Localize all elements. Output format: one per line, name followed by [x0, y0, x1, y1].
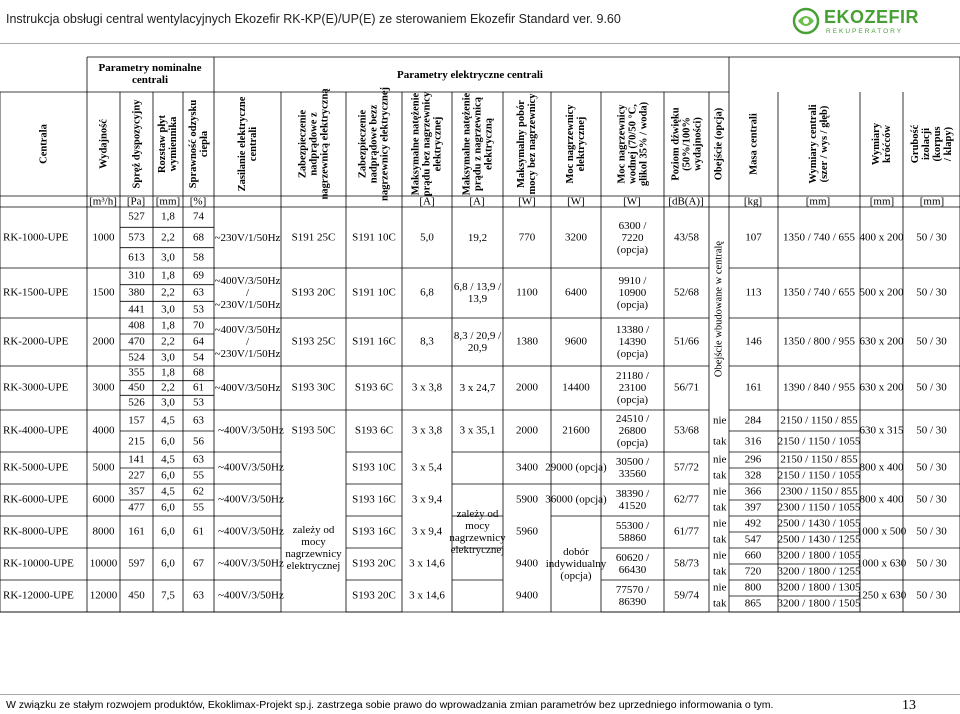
- row-8-protection-without-heater: S193 20C: [352, 557, 396, 570]
- row-1-current-without-heater: 6,8: [420, 286, 434, 299]
- row-5-pressure-1: 227: [128, 469, 145, 482]
- row-9-water-heater-power: 77570 / 86390: [615, 584, 650, 608]
- merged-individual-selection: dobór indywidualny (opcja): [545, 546, 607, 582]
- row-9-bypass-0: nie: [713, 581, 727, 594]
- row-8-duct-size: 1000 x 630: [856, 557, 907, 570]
- unit-wymiary: [mm]: [805, 195, 831, 207]
- row-5-efficiency-0: 63: [193, 453, 204, 466]
- page-number: 13: [902, 698, 916, 713]
- document-title: Instrukcja obsługi central wentylacyjnych Ekozefir RK-KP(E)/UP(E) ze sterowaniem Ekozefir Standard ver. 9.60: [6, 12, 621, 26]
- row-6-pressure-0: 357: [128, 485, 145, 498]
- row-7-power-draw: 5960: [516, 525, 538, 538]
- row-1-sound-level: 52/68: [673, 286, 700, 299]
- row-0-dimensions: 1350 / 740 / 655: [782, 231, 856, 243]
- row-0-efficiency-1: 68: [193, 231, 204, 243]
- row-8-sound-level: 58/73: [673, 557, 700, 570]
- row-3-protection-without-heater: S193 6C: [354, 381, 394, 394]
- row-9-current-without-heater: 3 x 14,6: [409, 589, 445, 602]
- row-5-efficiency-1: 55: [193, 469, 204, 482]
- row-6-electric-heater-power: 36000 (opcja): [545, 493, 607, 506]
- row-0-current-without-heater: 5,0: [420, 231, 434, 243]
- row-2-pressure-2: 524: [128, 351, 145, 364]
- col-header-moc_el: Moc nagrzewnicy elektrycznej: [565, 104, 587, 184]
- row-5-spacing-1: 6,0: [161, 469, 175, 482]
- unit-wydajnosc: [m³/h]: [89, 195, 117, 207]
- group-header-nominal: Parametry nominalne centrali: [98, 62, 202, 86]
- col-header-moc_wod: Moc nagrzewnicy wodnej (70/50 °C, glikol 35% / woda): [616, 101, 649, 187]
- group-header-electric: Parametry elektryczne centrali: [397, 69, 543, 81]
- row-9-bypass-1: tak: [713, 597, 727, 610]
- row-3-sound-level: 56/71: [673, 381, 700, 394]
- unit-masa: [kg]: [743, 195, 763, 207]
- logo-subtitle: REKUPERATORY: [826, 28, 904, 35]
- row-4-efficiency-1: 56: [193, 435, 204, 447]
- row-7-protection-without-heater: S193 16C: [352, 525, 396, 538]
- unit-rozstaw: [mm]: [155, 195, 181, 207]
- row-3-current-without-heater: 3 x 3,8: [411, 381, 443, 394]
- row-5-duct-size: 800 x 400: [859, 461, 904, 474]
- row-3-spacing-0: 1,8: [161, 366, 175, 379]
- col-header-rozstaw: Rozstaw płyt wymiennika: [157, 114, 179, 174]
- unit-moc_wod: [W]: [623, 195, 641, 207]
- row-3-efficiency-1: 61: [193, 381, 204, 394]
- row-7-bypass-0: nie: [713, 517, 727, 530]
- unit-nat_z: [A]: [469, 195, 485, 207]
- footer-divider: [0, 694, 960, 695]
- row-0-name: RK-1000-UPE: [3, 231, 69, 243]
- row-0-water-heater-power: 6300 / 7220 (opcja): [616, 219, 649, 256]
- footer-note: W związku ze stałym rozwojem produktów, Ekoklimax-Projekt sp.j. zastrzega sobie prawo do wprowadzania zmian parametrów bez uprzedniego informowania o tym.: [6, 699, 774, 711]
- row-9-sound-level: 59/74: [673, 589, 700, 602]
- row-8-efficiency-0: 67: [193, 557, 204, 570]
- row-4-duct-size: 630 x 315: [859, 424, 904, 437]
- row-5-bypass-1: tak: [713, 469, 727, 482]
- row-4-protection-with-heater: S193 50C: [291, 424, 336, 437]
- col-header-zasilanie: Zasilanie elektryczne centrali: [236, 96, 259, 192]
- row-1-current-with-heater: 6,8 / 13,9 / 13,9: [453, 281, 502, 305]
- row-4-insulation: 50 / 30: [916, 424, 947, 437]
- row-1-dimensions: 1350 / 740 / 655: [782, 286, 856, 299]
- row-8-mass-0: 660: [744, 549, 762, 562]
- row-7-mass-1: 547: [744, 533, 762, 546]
- row-5-mass-0: 296: [744, 453, 762, 466]
- row-0-spacing-1: 2,2: [161, 231, 175, 243]
- row-5-protection-without-heater: S193 10C: [352, 461, 396, 474]
- row-9-insulation: 50 / 30: [916, 589, 947, 602]
- row-5-bypass-0: nie: [713, 453, 727, 466]
- row-9-spacing-0: 7,5: [161, 589, 175, 602]
- row-0-current-with-heater: 19,2: [467, 231, 488, 244]
- col-header-grubosc: Grubość izolacji (korpus / klapy): [909, 124, 954, 164]
- row-0-pressure-1: 573: [128, 231, 145, 243]
- row-5-sound-level: 57/72: [673, 461, 700, 474]
- row-6-name: RK-6000-UPE: [3, 493, 69, 506]
- row-6-efficiency-0: 62: [193, 485, 204, 498]
- row-8-flow: 10000: [89, 557, 118, 570]
- col-header-sprawnosc: Sprawność odzysku ciepła: [187, 99, 210, 189]
- row-0-power-draw: 770: [518, 231, 536, 243]
- row-1-efficiency-1: 63: [193, 286, 204, 299]
- row-5-electric-heater-power: 29000 (opcja): [545, 461, 607, 474]
- row-8-pressure-0: 597: [128, 557, 145, 570]
- row-2-efficiency-2: 54: [193, 351, 204, 364]
- row-5-insulation: 50 / 30: [916, 461, 947, 474]
- row-6-pressure-1: 477: [128, 501, 145, 514]
- row-3-protection-with-heater: S193 30C: [291, 381, 336, 394]
- row-2-sound-level: 51/66: [673, 335, 700, 348]
- row-1-power-draw: 1100: [516, 286, 538, 299]
- row-0-efficiency-2: 58: [193, 251, 204, 264]
- row-3-pressure-1: 450: [128, 381, 145, 394]
- row-3-efficiency-2: 53: [193, 396, 204, 409]
- row-3-dimensions: 1390 / 840 / 955: [782, 381, 856, 394]
- row-4-current-without-heater: 3 x 3,8: [411, 424, 443, 437]
- row-1-pressure-1: 380: [128, 286, 145, 299]
- row-4-pressure-1: 215: [128, 435, 145, 447]
- row-6-spacing-1: 6,0: [161, 501, 175, 514]
- row-7-efficiency-0: 61: [193, 525, 204, 538]
- row-3-water-heater-power: 21180 / 23100 (opcja): [616, 370, 649, 406]
- row-8-spacing-0: 6,0: [161, 557, 175, 570]
- row-5-dimensions-0: 2150 / 1150 / 855: [780, 453, 858, 466]
- row-4-spacing-0: 4,5: [161, 414, 175, 426]
- row-6-spacing-0: 4,5: [161, 485, 175, 498]
- row-7-supply: ~400V/3/50Hz: [218, 525, 284, 538]
- row-5-power-draw: 3400: [516, 461, 538, 474]
- row-9-dimensions-1: 3200 / 1800 / 1505: [777, 597, 861, 610]
- unit-krocce: [mm]: [869, 195, 895, 207]
- row-2-efficiency-0: 70: [193, 319, 204, 332]
- row-3-power-draw: 2000: [516, 381, 538, 394]
- row-4-flow: 4000: [92, 424, 115, 437]
- row-1-name: RK-1500-UPE: [3, 286, 69, 299]
- row-9-supply: ~400V/3/50Hz: [218, 589, 284, 602]
- row-4-electric-heater-power: 21600: [562, 424, 590, 437]
- row-5-name: RK-5000-UPE: [3, 461, 69, 474]
- row-7-name: RK-8000-UPE: [3, 525, 69, 538]
- row-5-spacing-0: 4,5: [161, 453, 175, 466]
- unit-spręż: [Pa]: [126, 195, 146, 207]
- row-2-spacing-1: 2,2: [161, 335, 175, 348]
- row-6-mass-1: 397: [744, 501, 762, 514]
- row-4-mass-0: 284: [744, 414, 762, 426]
- row-9-dimensions-0: 3200 / 1800 / 1305: [777, 581, 861, 594]
- row-2-current-with-heater: 8,3 / 20,9 / 20,9: [453, 330, 502, 354]
- row-0-mass: 107: [745, 231, 762, 243]
- row-4-name: RK-4000-UPE: [3, 424, 69, 437]
- row-7-mass-0: 492: [744, 517, 762, 530]
- row-3-current-with-heater: 3 x 24,7: [459, 382, 496, 394]
- col-header-halas: Poziom dźwięku (50%/100% wydajności): [670, 107, 703, 181]
- row-3-electric-heater-power: 14400: [562, 381, 590, 394]
- row-3-name: RK-3000-UPE: [3, 381, 69, 394]
- row-5-supply: ~400V/3/50Hz: [218, 461, 284, 474]
- row-6-insulation: 50 / 30: [916, 493, 947, 506]
- row-4-pressure-0: 157: [128, 414, 145, 426]
- row-4-dimensions-0: 2150 / 1150 / 855: [780, 414, 858, 426]
- row-5-current-without-heater: 3 x 5,4: [411, 461, 443, 474]
- row-4-bypass-0: nie: [713, 414, 727, 426]
- row-3-mass: 161: [745, 381, 762, 394]
- row-4-spacing-1: 6,0: [161, 435, 175, 447]
- row-7-flow: 8000: [92, 525, 115, 538]
- row-0-flow: 1000: [92, 231, 115, 243]
- row-1-duct-size: 500 x 200: [859, 286, 904, 299]
- col-header-wydajnosc: Wydajność: [98, 119, 109, 169]
- row-8-mass-1: 720: [744, 565, 762, 578]
- row-8-bypass-0: nie: [713, 549, 727, 562]
- row-8-dimensions-1: 3200 / 1800 / 1255: [777, 565, 861, 578]
- row-8-insulation: 50 / 30: [916, 557, 947, 570]
- row-0-spacing-0: 1,8: [161, 210, 175, 223]
- row-1-protection-with-heater: S193 20C: [291, 286, 336, 299]
- row-4-water-heater-power: 24510 / 26800 (opcja): [615, 413, 650, 449]
- row-5-dimensions-1: 2150 / 1150 / 1055: [777, 469, 861, 482]
- row-7-bypass-1: tak: [713, 533, 727, 546]
- row-6-water-heater-power: 38390 / 41520: [615, 488, 650, 512]
- row-0-sound-level: 43/58: [673, 231, 700, 243]
- col-header-zab_z: Zabezpieczenie nadprądowe z nagrzewnicą elektryczną: [297, 88, 330, 200]
- row-2-insulation: 50 / 30: [916, 335, 947, 348]
- row-0-insulation: 50 / 30: [916, 231, 947, 243]
- row-2-duct-size: 630 x 200: [859, 335, 904, 348]
- row-6-dimensions-0: 2300 / 1150 / 855: [780, 485, 858, 498]
- unit-grubosc: [mm]: [919, 195, 945, 207]
- row-0-protection-with-heater: S191 25C: [291, 231, 336, 243]
- row-6-flow: 6000: [92, 493, 115, 506]
- col-header-pobor: Maksymalny pobór mocy bez nagrzewnicy: [516, 93, 538, 195]
- row-9-efficiency-0: 63: [193, 589, 204, 602]
- row-2-electric-heater-power: 9600: [565, 335, 587, 348]
- row-5-water-heater-power: 30500 / 33560: [615, 456, 650, 480]
- row-2-supply: ~400V/3/50Hz / ~230V/1/50Hz: [214, 324, 281, 360]
- row-7-dimensions-0: 2500 / 1430 / 1055: [777, 517, 861, 530]
- row-6-mass-0: 366: [744, 485, 762, 498]
- unit-pobor: [W]: [518, 195, 536, 207]
- col-header-centrala: Centrala: [38, 124, 49, 164]
- row-0-duct-size: 400 x 200: [859, 231, 904, 243]
- row-3-pressure-0: 355: [128, 366, 145, 379]
- row-2-flow: 2000: [92, 335, 115, 348]
- row-2-current-without-heater: 8,3: [420, 335, 434, 348]
- row-9-mass-1: 865: [744, 597, 762, 610]
- unit-moc_el: [W]: [567, 195, 585, 207]
- row-1-flow: 1500: [92, 286, 115, 299]
- row-7-pressure-0: 161: [128, 525, 145, 538]
- row-3-pressure-2: 526: [128, 396, 145, 409]
- row-4-protection-without-heater: S193 6C: [354, 424, 394, 437]
- col-header-nat_bez: Maksymalne natężenie prądu bez nagrzewnicy elektrycznej: [410, 91, 444, 197]
- row-4-mass-1: 316: [744, 435, 762, 447]
- row-4-sound-level: 53/68: [673, 424, 700, 437]
- row-3-insulation: 50 / 30: [916, 381, 947, 394]
- row-0-spacing-2: 3,0: [161, 251, 175, 264]
- row-6-current-without-heater: 3 x 9,4: [411, 493, 443, 506]
- row-8-dimensions-0: 3200 / 1800 / 1055: [777, 549, 861, 562]
- row-0-protection-without-heater: S191 10C: [352, 231, 396, 243]
- row-8-power-draw: 9400: [516, 557, 538, 570]
- row-0-pressure-0: 527: [128, 210, 145, 223]
- row-4-bypass-1: tak: [713, 435, 727, 447]
- row-2-pressure-0: 408: [128, 319, 145, 332]
- row-7-dimensions-1: 2500 / 1430 / 1255: [777, 533, 861, 546]
- logo-brand: EKOZEFIR: [824, 7, 920, 27]
- col-header-obejscie: Obejście (opcja): [713, 107, 725, 181]
- row-9-mass-0: 800: [744, 581, 762, 594]
- col-header-nat_z: Maksymalne natężenie prądu z nagrzewnicą elektryczną: [461, 92, 494, 196]
- row-1-spacing-1: 2,2: [161, 286, 175, 299]
- row-1-pressure-2: 441: [128, 303, 145, 316]
- row-2-power-draw: 1380: [516, 335, 538, 348]
- row-8-supply: ~400V/3/50Hz: [218, 557, 284, 570]
- col-header-masa: Masa centrali: [748, 113, 759, 175]
- row-2-spacing-0: 1,8: [161, 319, 175, 332]
- row-0-electric-heater-power: 3200: [565, 231, 587, 243]
- unit-halas: [dB(A)]: [668, 195, 704, 207]
- row-2-protection-without-heater: S191 16C: [352, 335, 396, 348]
- row-7-current-without-heater: 3 x 9,4: [411, 525, 443, 538]
- row-4-power-draw: 2000: [516, 424, 538, 437]
- row-1-protection-without-heater: S191 10C: [352, 286, 396, 299]
- row-1-spacing-0: 1,8: [161, 269, 175, 282]
- row-0-pressure-2: 613: [128, 251, 145, 264]
- row-2-efficiency-1: 64: [193, 335, 204, 348]
- row-6-bypass-1: tak: [713, 501, 727, 514]
- row-4-supply: ~400V/3/50Hz: [218, 424, 284, 437]
- row-6-supply: ~400V/3/50Hz: [218, 493, 284, 506]
- row-2-mass: 146: [745, 335, 762, 348]
- row-5-mass-1: 328: [744, 469, 762, 482]
- col-header-krocce: Wymiary króćców: [870, 122, 893, 166]
- row-3-spacing-2: 3,0: [161, 396, 175, 409]
- row-8-name: RK-10000-UPE: [3, 557, 74, 570]
- row-1-electric-heater-power: 6400: [565, 286, 587, 299]
- col-header-zab_bez: Zabezpieczenie nadprądowe bezz nagrzewnicy elektrycznej: [357, 87, 391, 201]
- row-8-bypass-1: tak: [713, 565, 727, 578]
- row-3-duct-size: 630 x 200: [859, 381, 904, 394]
- row-8-water-heater-power: 60620 / 66430: [615, 552, 650, 576]
- row-7-sound-level: 61/77: [673, 525, 700, 538]
- row-0-efficiency-0: 74: [193, 210, 204, 223]
- bypass-builtin-label: Obejście wbudowane w centralę: [713, 240, 725, 378]
- row-7-water-heater-power: 55300 / 58860: [615, 520, 650, 544]
- merged-protection-depends: zależy od mocy nagrzewnicy elektrycznej: [285, 524, 342, 572]
- row-1-efficiency-2: 53: [193, 303, 204, 316]
- row-1-spacing-2: 3,0: [161, 303, 175, 316]
- row-4-current-with-heater: 3 x 35,1: [459, 424, 496, 437]
- row-2-name: RK-2000-UPE: [3, 335, 69, 348]
- row-1-supply: ~400V/3/50Hz / ~230V/1/50Hz: [214, 275, 281, 311]
- row-1-pressure-0: 310: [128, 269, 145, 282]
- row-3-spacing-1: 2,2: [161, 381, 175, 394]
- col-header-spręż: Spręż dyspozycyjny: [131, 99, 142, 189]
- row-4-dimensions-1: 2150 / 1150 / 1055: [777, 435, 861, 447]
- row-2-dimensions: 1350 / 800 / 955: [782, 335, 856, 348]
- row-9-flow: 12000: [89, 589, 118, 602]
- row-3-efficiency-0: 68: [193, 366, 204, 379]
- row-3-flow: 3000: [92, 381, 115, 394]
- merged-current-depends: zależy od mocy nagrzewnicy elektrycznej: [449, 508, 506, 556]
- row-2-spacing-2: 3,0: [161, 351, 175, 364]
- row-6-bypass-0: nie: [713, 485, 727, 498]
- unit-sprawnosc: [%]: [189, 195, 207, 207]
- row-1-efficiency-0: 69: [193, 269, 204, 282]
- row-6-protection-without-heater: S193 16C: [352, 493, 396, 506]
- row-2-pressure-1: 470: [128, 335, 145, 348]
- unit-nat_bez: [A]: [419, 195, 435, 207]
- row-7-spacing-0: 6,0: [161, 525, 175, 538]
- row-6-duct-size: 800 x 400: [859, 493, 904, 506]
- row-1-insulation: 50 / 30: [916, 286, 947, 299]
- row-9-pressure-0: 450: [128, 589, 145, 602]
- row-9-power-draw: 9400: [516, 589, 538, 602]
- row-3-supply: ~400V/3/50Hz: [214, 382, 281, 394]
- row-2-water-heater-power: 13380 / 14390 (opcja): [615, 324, 650, 360]
- row-9-protection-without-heater: S193 20C: [352, 589, 396, 602]
- row-4-efficiency-0: 63: [193, 414, 204, 426]
- row-9-name: RK-12000-UPE: [3, 589, 74, 602]
- row-1-mass: 113: [745, 286, 762, 299]
- row-6-sound-level: 62/77: [673, 493, 700, 506]
- row-5-pressure-0: 141: [128, 453, 145, 466]
- row-6-efficiency-1: 55: [193, 501, 204, 514]
- row-9-duct-size: 1250 x 630: [856, 589, 907, 602]
- row-5-flow: 5000: [92, 461, 115, 474]
- row-2-protection-with-heater: S193 25C: [291, 335, 336, 348]
- row-7-duct-size: 1000 x 500: [856, 525, 907, 538]
- col-header-wymiary: Wymiary centrali (szer / wys / głęb): [808, 104, 830, 184]
- row-1-water-heater-power: 9910 / 10900 (opcja): [616, 275, 649, 311]
- row-7-insulation: 50 / 30: [916, 525, 947, 538]
- row-0-supply: ~230V/1/50Hz: [214, 231, 281, 244]
- row-6-power-draw: 5900: [516, 493, 538, 506]
- row-8-current-without-heater: 3 x 14,6: [409, 557, 445, 570]
- row-6-dimensions-1: 2300 / 1150 / 1055: [777, 501, 861, 514]
